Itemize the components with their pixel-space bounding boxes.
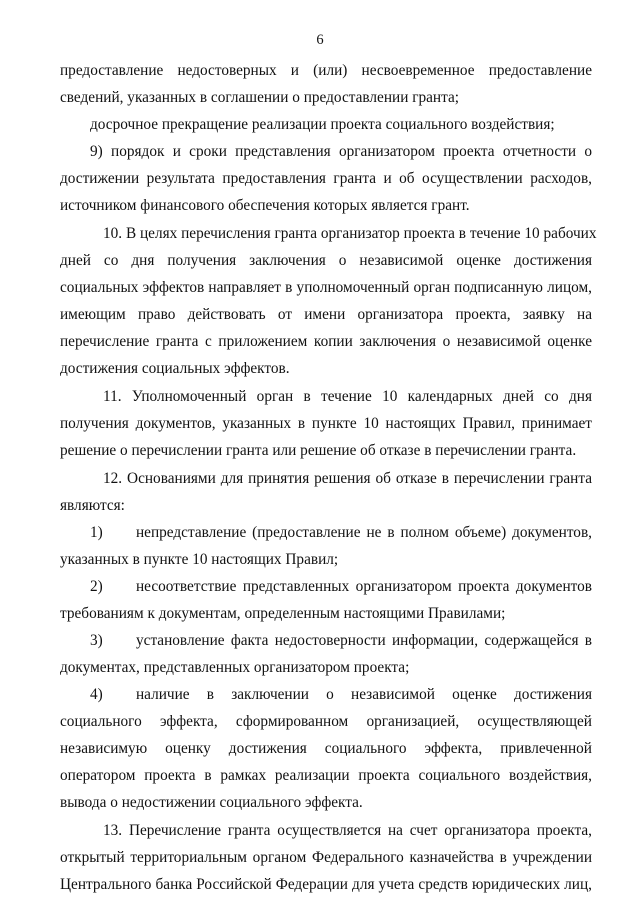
text-line: являются: [60, 497, 125, 514]
list-item-number: 1) [90, 524, 103, 541]
text-line: дней со дня получения заключения о независимой оценке достижения [60, 252, 592, 269]
list-item-number: 2) [90, 578, 103, 595]
list-item-number: 3) [90, 632, 103, 649]
list-item [90, 686, 592, 704]
text-line: получения документов, указанных в пункте 10 настоящих Правил, принимает [60, 415, 592, 432]
text-line: документах, представленных организатором проекта; [60, 659, 410, 676]
text-line: независимую оценку достижения социального эффекта, привлеченной [60, 740, 592, 757]
text-line: сведений, указанных в соглашении о предоставлении гранта; [60, 89, 460, 106]
page-number: 6 [316, 32, 324, 48]
text-line: достижении результата предоставления гранта и об осуществлении расходов, [60, 170, 592, 187]
text-line: вывода о недостижении социального эффекта. [60, 794, 363, 811]
text-line: достижения социальных эффектов. [60, 360, 290, 377]
text-line: решение о перечислении гранта или решение об отказе в перечислении гранта. [60, 442, 577, 459]
text-line: социального эффекта, сформированном организацией, осуществляющей [60, 713, 592, 730]
list-item-number: 4) [90, 686, 103, 703]
text-line: Центрального банка Российской Федерации для учета средств юридических лиц, [60, 876, 592, 893]
text-line: 9) порядок и сроки представления организатором проекта отчетности о [90, 143, 592, 160]
text-line: требованиям к документам, определенным настоящими Правилами; [60, 605, 506, 622]
list-item [90, 632, 592, 650]
text-line: открытый территориальным органом Федерального казначейства в учреждении [60, 849, 592, 866]
list-item [90, 524, 592, 542]
text-line: источником финансового обеспечения которых является грант. [60, 197, 470, 214]
text-line: социальных эффектов направляет в уполномоченный орган подписанную лицом, [60, 279, 592, 296]
list-item-text: установление факта недостоверности информации, содержащейся в [136, 632, 592, 649]
text-line: 12. Основаниями для принятия решения об отказе в перечислении гранта [103, 470, 592, 487]
text-line: перечисление гранта с приложением копии заключения о независимой оценке [60, 333, 592, 350]
list-item-text: несоответствие представленных организатором проекта документов [136, 578, 592, 595]
list-item-text: наличие в заключении о независимой оценке достижения [136, 686, 592, 703]
text-line: досрочное прекращение реализации проекта социального воздействия; [90, 116, 555, 133]
list-item-text: непредставление (предоставление не в полном объеме) документов, [136, 524, 592, 541]
text-line: оператором проекта в рамках реализации проекта социального воздействия, [60, 767, 592, 784]
text-line: предоставление недостоверных и (или) несвоевременное предоставление [60, 62, 592, 79]
text-line: имеющим право действовать от имени организатора проекта, заявку на [60, 306, 592, 323]
text-line: 13. Перечисление гранта осуществляется на счет организатора проекта, [103, 822, 592, 839]
text-line: указанных в пункте 10 настоящих Правил; [60, 551, 339, 568]
text-line: 10. В целях перечисления гранта организатор проекта в течение 10 рабочих [103, 225, 597, 242]
text-line: 11. Уполномоченный орган в течение 10 календарных дней со дня [103, 388, 592, 405]
list-item [90, 578, 592, 596]
